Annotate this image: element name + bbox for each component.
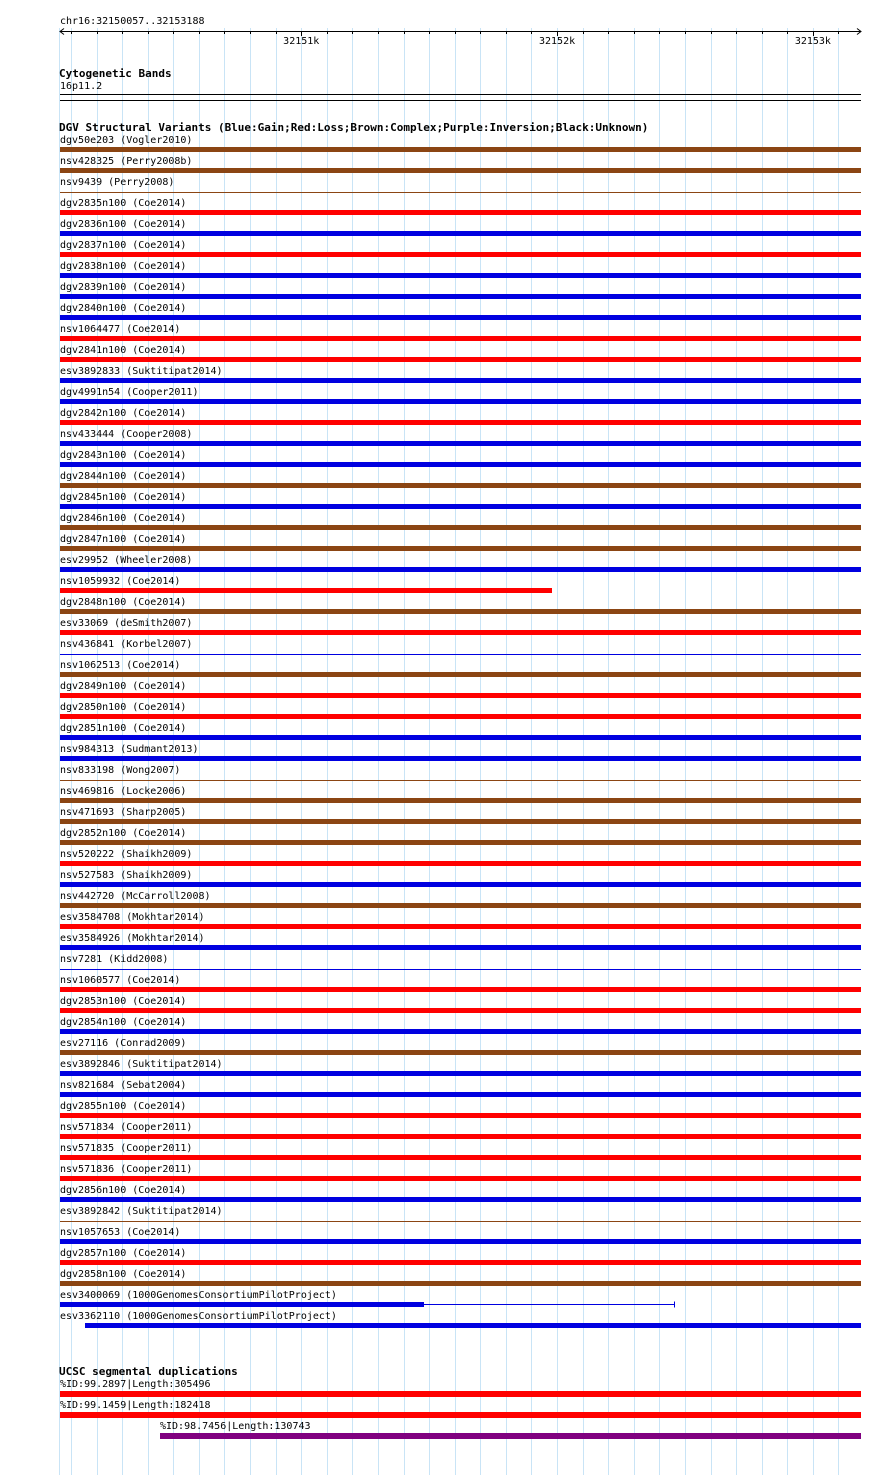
segdup-label: %ID:99.2897|Length:305496 [60, 1379, 211, 1390]
cytoband-track [59, 67, 861, 101]
dgv-variant-bar [60, 945, 861, 950]
dgv-variant-label: dgv2842n100 (Coe2014) [60, 408, 187, 419]
dgv-variant-label: esv3362110 (1000GenomesConsortiumPilotProject) [60, 1311, 337, 1322]
dgv-variant-label: dgv2836n100 (Coe2014) [60, 219, 187, 230]
dgv-variant-bar [60, 378, 861, 383]
dgv-variant-bar [60, 756, 861, 761]
dgv-variant-row[interactable] [60, 366, 861, 383]
dgv-variant-label: esv3400069 (1000GenomesConsortiumPilotProject) [60, 1290, 337, 1301]
dgv-variant-bar [60, 294, 861, 299]
dgv-variant-bar [60, 861, 861, 866]
dgv-track [59, 121, 861, 1328]
dgv-variant-row[interactable] [60, 1101, 861, 1118]
dgv-variant-label: dgv2843n100 (Coe2014) [60, 450, 187, 461]
dgv-variant-label: dgv2838n100 (Coe2014) [60, 261, 187, 272]
dgv-variant-label: dgv2852n100 (Coe2014) [60, 828, 187, 839]
dgv-variant-label: nsv527583 (Shaikh2009) [60, 870, 193, 881]
dgv-variant-row[interactable] [60, 891, 861, 908]
base-position-ruler [60, 16, 861, 47]
dgv-variant-label: dgv2851n100 (Coe2014) [60, 723, 187, 734]
dgv-variant-bar [60, 780, 861, 781]
dgv-variant-row[interactable] [60, 912, 861, 929]
dgv-variant-bar [60, 987, 861, 992]
dgv-variant-bar [60, 1197, 861, 1202]
dgv-variant-bar [60, 567, 861, 572]
dgv-variant-label: dgv2850n100 (Coe2014) [60, 702, 187, 713]
dgv-variant-bar [60, 714, 861, 719]
dgv-variant-bar [60, 693, 861, 698]
dgv-variant-bar [60, 798, 861, 803]
dgv-variant-row[interactable] [60, 1269, 861, 1286]
dgv-variant-row[interactable] [60, 450, 861, 467]
ruler-tick-label: 32151k [283, 36, 320, 47]
segdup-row[interactable] [60, 1400, 861, 1418]
dgv-variant-bar [60, 1302, 424, 1307]
dgv-variant-label: nsv428325 (Perry2008b) [60, 156, 193, 167]
dgv-variant-label: nsv1059932 (Coe2014) [60, 576, 181, 587]
dgv-variant-bar [60, 1260, 861, 1265]
dgv-variant-row[interactable] [60, 723, 861, 740]
dgv-variant-bar [60, 654, 861, 655]
dgv-variant-bar [60, 441, 861, 446]
dgv-variant-label: dgv2837n100 (Coe2014) [60, 240, 187, 251]
dgv-variant-row[interactable] [60, 1017, 861, 1034]
dgv-variant-row[interactable] [60, 681, 861, 698]
dgv-variant-bar [60, 819, 861, 824]
ruler-axis [60, 29, 861, 48]
dgv-variant-bar [60, 1239, 861, 1244]
dgv-variant-bar [60, 903, 861, 908]
dgv-variant-bar [60, 672, 861, 677]
dgv-variant-label: dgv2846n100 (Coe2014) [60, 513, 187, 524]
dgv-variant-row[interactable] [60, 576, 552, 593]
dgv-variant-label: dgv2853n100 (Coe2014) [60, 996, 187, 1007]
dgv-variant-bar [60, 147, 861, 152]
dgv-variant-label: nsv520222 (Shaikh2009) [60, 849, 193, 860]
dgv-variant-bar [60, 1071, 861, 1076]
dgv-variant-bar [60, 1155, 861, 1160]
dgv-variant-row[interactable] [60, 807, 861, 824]
dgv-variant-row[interactable] [60, 219, 861, 236]
dgv-variant-row[interactable] [60, 282, 861, 299]
dgv-variant-bar [60, 210, 861, 215]
dgv-variant-row[interactable] [60, 639, 861, 655]
dgv-variant-row[interactable] [60, 870, 861, 887]
dgv-variant-row[interactable] [60, 1227, 861, 1244]
dgv-variant-row[interactable] [60, 513, 861, 530]
dgv-variant-row[interactable] [60, 933, 861, 950]
dgv-variant-bar [60, 1092, 861, 1097]
dgv-variant-row[interactable] [60, 1143, 861, 1160]
dgv-variant-label: esv33069 (deSmith2007) [60, 618, 193, 629]
segdup-items [60, 1379, 861, 1439]
segdup-track-title[interactable]: UCSC segmental duplications [59, 1365, 238, 1378]
segdup-bar [60, 1391, 861, 1397]
dgv-variant-label: esv3584926 (Mokhtar2014) [60, 933, 205, 944]
dgv-variant-bar [60, 1281, 861, 1286]
dgv-variant-row[interactable] [60, 387, 861, 404]
dgv-variant-bar [60, 168, 861, 173]
dgv-variant-label: esv27116 (Conrad2009) [60, 1038, 187, 1049]
dgv-variant-bar [60, 192, 861, 193]
dgv-variant-label: nsv1057653 (Coe2014) [60, 1227, 181, 1238]
dgv-variant-label: nsv821684 (Sebat2004) [60, 1080, 187, 1091]
dgv-variant-bar [60, 504, 861, 509]
dgv-variant-row[interactable] [60, 198, 861, 215]
dgv-variant-bar [60, 969, 861, 970]
dgv-variant-label: dgv4991n54 (Cooper2011) [60, 387, 199, 398]
dgv-variant-label: dgv50e203 (Vogler2010) [60, 135, 193, 146]
dgv-variant-bar [60, 1050, 861, 1055]
cytoband-label[interactable]: 16p11.2 [60, 81, 103, 92]
segdup-row[interactable] [60, 1379, 861, 1397]
dgv-variant-label: nsv9439 (Perry2008) [60, 177, 175, 188]
dgv-variant-row[interactable] [60, 1164, 861, 1181]
dgv-variant-bar [60, 609, 861, 614]
segdup-row[interactable] [160, 1421, 861, 1439]
dgv-variant-label: dgv2840n100 (Coe2014) [60, 303, 187, 314]
dgv-variant-row[interactable] [60, 555, 861, 572]
dgv-variant-bar [60, 1221, 861, 1222]
dgv-variant-row[interactable] [60, 1206, 861, 1222]
dgv-variant-bar [60, 882, 861, 887]
dgv-variant-bar [60, 273, 861, 278]
dgv-variant-row[interactable] [60, 828, 861, 845]
dgv-variant-bar [60, 1176, 861, 1181]
dgv-variant-label: dgv2854n100 (Coe2014) [60, 1017, 187, 1028]
dgv-variant-bar [60, 1008, 861, 1013]
segdup-track [59, 1365, 861, 1439]
dgv-variant-row[interactable] [60, 408, 861, 425]
dgv-variant-label: nsv469816 (Locke2006) [60, 786, 187, 797]
dgv-variant-row[interactable] [60, 177, 861, 193]
dgv-variant-bar [60, 840, 861, 845]
dgv-variant-bar [60, 462, 861, 467]
dgv-variant-label: dgv2841n100 (Coe2014) [60, 345, 187, 356]
dgv-variant-row[interactable] [60, 996, 861, 1013]
dgv-variant-row[interactable] [60, 492, 861, 509]
ruler-position-label: chr16:32150057..32153188 [60, 16, 205, 27]
dgv-variant-row[interactable] [60, 1248, 861, 1265]
dgv-variant-row[interactable] [60, 1185, 861, 1202]
dgv-variant-row[interactable] [60, 744, 861, 761]
dgv-variant-bar [60, 630, 861, 635]
segdup-bar [60, 1412, 861, 1418]
dgv-variant-label: nsv436841 (Korbel2007) [60, 639, 193, 650]
dgv-variant-row[interactable] [60, 1311, 861, 1328]
dgv-variant-bar [60, 357, 861, 362]
dgv-variant-label: esv3892842 (Suktitipat2014) [60, 1206, 223, 1217]
dgv-variant-bar [60, 420, 861, 425]
dgv-variant-row[interactable] [60, 156, 861, 173]
dgv-variant-row[interactable] [60, 660, 861, 677]
dgv-variant-label: dgv2844n100 (Coe2014) [60, 471, 187, 482]
dgv-variant-label: nsv1064477 (Coe2014) [60, 324, 181, 335]
dgv-variant-label: nsv1062513 (Coe2014) [60, 660, 181, 671]
dgv-variant-label: dgv2847n100 (Coe2014) [60, 534, 187, 545]
dgv-variant-row[interactable] [60, 618, 861, 635]
dgv-track-title[interactable]: DGV Structural Variants (Blue:Gain;Red:Loss;Brown:Complex;Purple:Inversion;Black:Unknown) [59, 121, 649, 134]
dgv-variant-bar [85, 1323, 861, 1328]
dgv-variant-bar [60, 231, 861, 236]
dgv-variant-row[interactable] [60, 975, 861, 992]
dgv-variant-row[interactable] [60, 1038, 861, 1055]
dgv-variant-row[interactable] [60, 1059, 861, 1076]
dgv-variant-label: dgv2848n100 (Coe2014) [60, 597, 187, 608]
dgv-variant-row[interactable] [60, 954, 861, 970]
dgv-variant-bar [60, 252, 861, 257]
ruler-tick-label: 32152k [539, 36, 576, 47]
dgv-variant-label: nsv571836 (Cooper2011) [60, 1164, 193, 1175]
dgv-variant-label: esv3892833 (Suktitipat2014) [60, 366, 223, 377]
dgv-variant-bar [60, 315, 861, 320]
dgv-variant-label: dgv2835n100 (Coe2014) [60, 198, 187, 209]
dgv-variant-label: nsv571835 (Cooper2011) [60, 1143, 193, 1154]
dgv-variant-bar [60, 735, 861, 740]
dgv-variant-row[interactable] [60, 702, 861, 719]
dgv-variant-row[interactable] [60, 303, 861, 320]
dgv-variant-label: nsv442720 (McCarroll2008) [60, 891, 211, 902]
segdup-label: %ID:99.1459|Length:182418 [60, 1400, 211, 1411]
segdup-bar [160, 1433, 861, 1439]
cytoband-track-title[interactable]: Cytogenetic Bands [59, 67, 172, 80]
dgv-variant-row[interactable] [60, 261, 861, 278]
dgv-variant-label: esv3584708 (Mokhtar2014) [60, 912, 205, 923]
dgv-variant-row[interactable] [60, 534, 861, 551]
dgv-variant-row[interactable] [60, 1290, 675, 1308]
dgv-variant-bar [60, 483, 861, 488]
dgv-variant-row[interactable] [60, 786, 861, 803]
dgv-variant-row[interactable] [60, 324, 861, 341]
dgv-variant-label: nsv833198 (Wong2007) [60, 765, 181, 776]
dgv-variant-label: nsv7281 (Kidd2008) [60, 954, 169, 965]
dgv-variant-row[interactable] [60, 429, 861, 446]
dgv-variant-row[interactable] [60, 1080, 861, 1097]
dgv-variant-bar [60, 336, 861, 341]
dgv-variant-bar [60, 1134, 861, 1139]
dgv-variant-bar [60, 1029, 861, 1034]
dgv-variant-bar [60, 924, 861, 929]
dgv-variant-row[interactable] [60, 597, 861, 614]
dgv-variant-label: dgv2858n100 (Coe2014) [60, 1269, 187, 1280]
dgv-variant-bar [60, 546, 861, 551]
dgv-variant-label: nsv471693 (Sharp2005) [60, 807, 187, 818]
dgv-variant-bar [60, 399, 861, 404]
dgv-variant-row[interactable] [60, 345, 861, 362]
dgv-variant-label: dgv2849n100 (Coe2014) [60, 681, 187, 692]
dgv-variant-row[interactable] [60, 135, 861, 152]
dgv-variant-bar [60, 588, 552, 593]
dgv-variant-label: nsv433444 (Cooper2008) [60, 429, 193, 440]
dgv-variant-label: dgv2857n100 (Coe2014) [60, 1248, 187, 1259]
dgv-variant-label: dgv2856n100 (Coe2014) [60, 1185, 187, 1196]
dgv-variant-label: dgv2839n100 (Coe2014) [60, 282, 187, 293]
dgv-variant-label: esv29952 (Wheeler2008) [60, 555, 193, 566]
dgv-variant-label: dgv2855n100 (Coe2014) [60, 1101, 187, 1112]
dgv-variant-row[interactable] [60, 240, 861, 257]
dgv-variant-row[interactable] [60, 849, 861, 866]
dgv-variant-label: dgv2845n100 (Coe2014) [60, 492, 187, 503]
dgv-variant-bar [60, 1113, 861, 1118]
dgv-variant-label: esv3892846 (Suktitipat2014) [60, 1059, 223, 1070]
dgv-variant-label: nsv1060577 (Coe2014) [60, 975, 181, 986]
dgv-items [60, 135, 861, 1328]
segdup-label: %ID:98.7456|Length:130743 [160, 1421, 311, 1432]
dgv-variant-row[interactable] [60, 1122, 861, 1139]
dgv-variant-row[interactable] [60, 471, 861, 488]
dgv-variant-bar [60, 525, 861, 530]
dgv-variant-label: nsv571834 (Cooper2011) [60, 1122, 193, 1133]
dgv-variant-label: nsv984313 (Sudmant2013) [60, 744, 199, 755]
ruler-tick-label: 32153k [794, 36, 831, 47]
dgv-variant-row[interactable] [60, 765, 861, 781]
